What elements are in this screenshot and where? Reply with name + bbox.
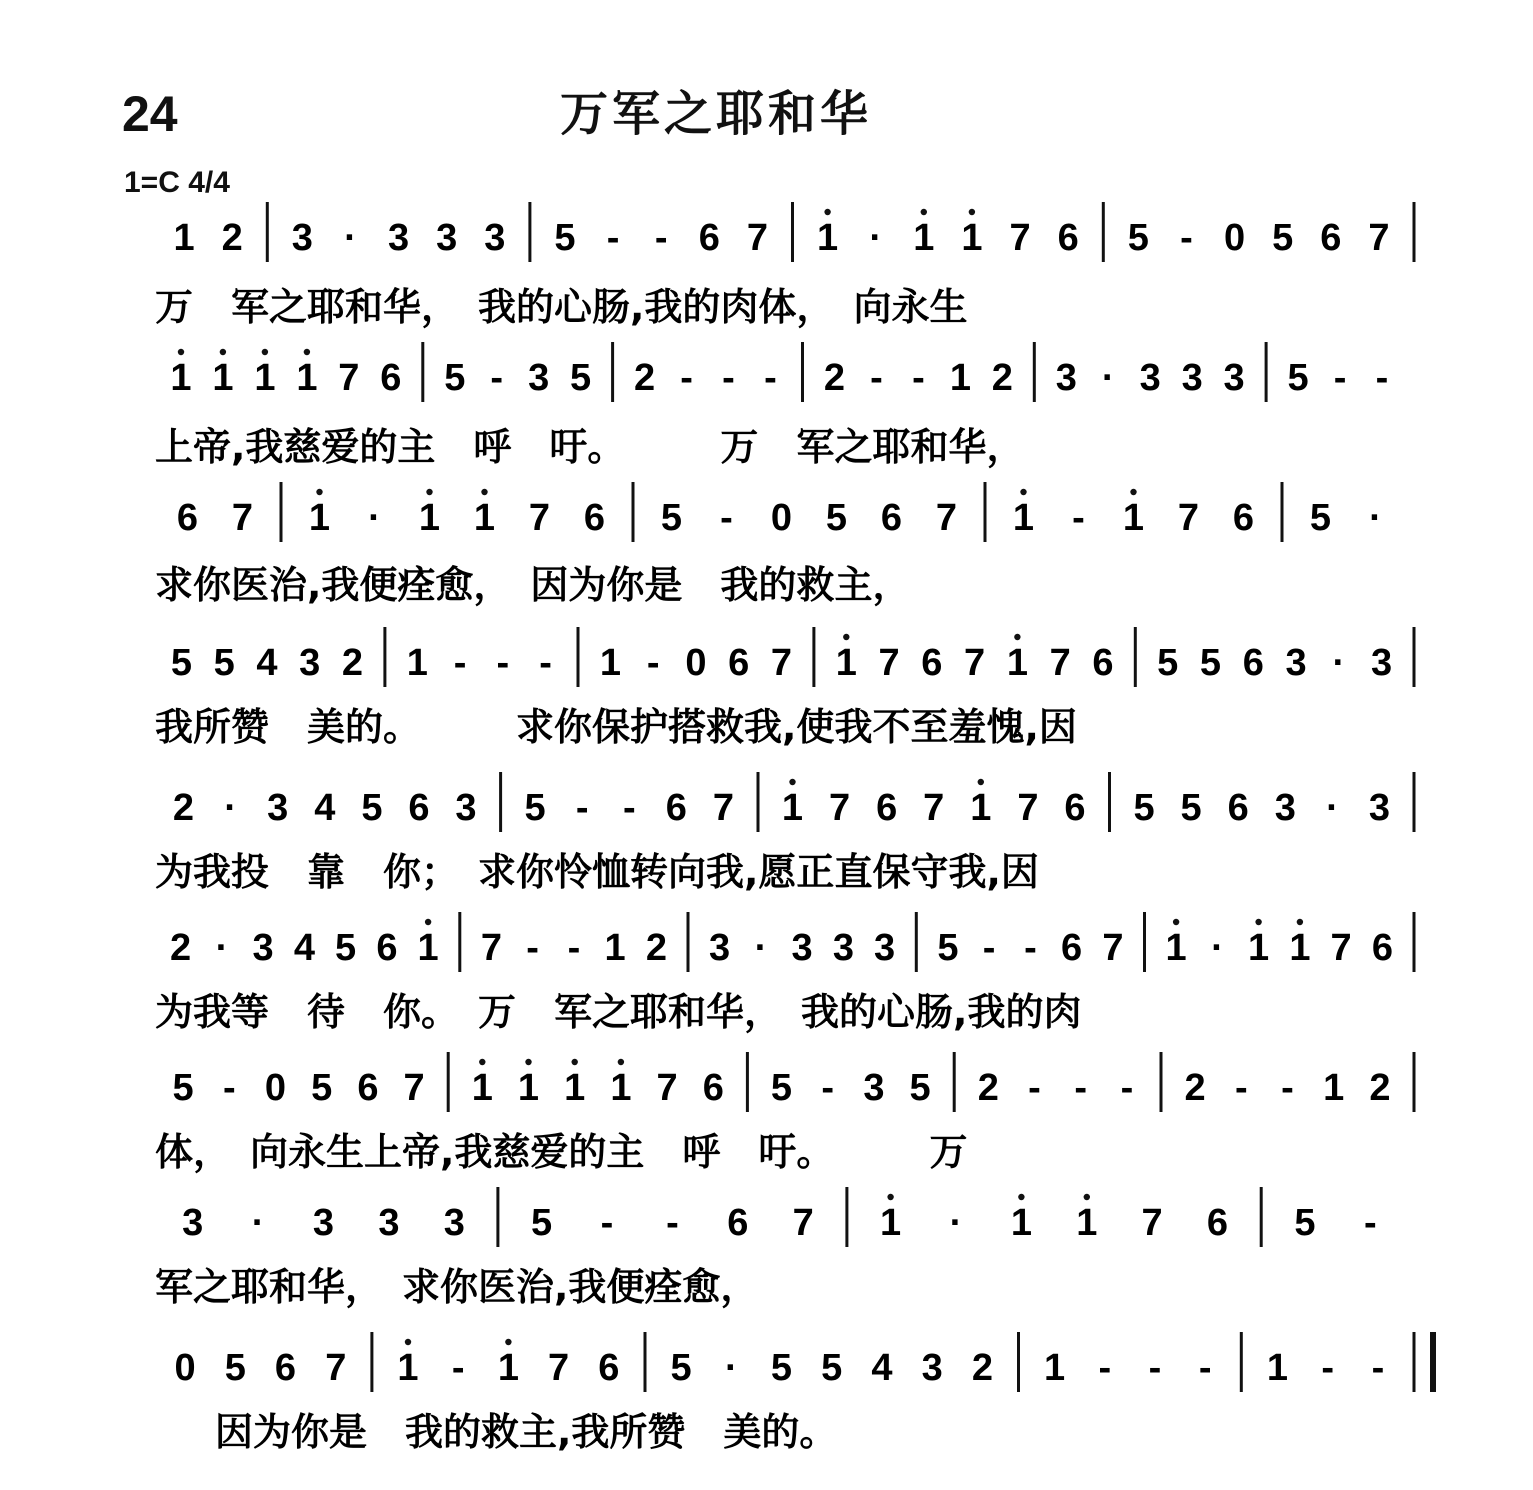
high-octave-dot	[1014, 634, 1020, 640]
jianpu-note: 2	[1184, 1067, 1206, 1109]
lyrics-line: 上帝,我慈爱的主 呼 吁。 万 军之耶和华，	[155, 425, 1025, 469]
jianpu-note: -	[606, 217, 620, 259]
jianpu-note: 3	[312, 1202, 335, 1244]
jianpu-note: 5	[1180, 787, 1202, 829]
high-octave-dot	[220, 349, 226, 355]
jianpu-note: -	[567, 927, 581, 969]
jianpu-note: 5	[1272, 217, 1294, 259]
jianpu-note: 5	[444, 357, 466, 399]
jianpu-note: 1	[173, 217, 195, 259]
high-octave-dot	[1173, 919, 1179, 925]
jianpu-note: 3	[528, 357, 550, 399]
jianpu-note: 1	[1010, 1202, 1032, 1244]
jianpu-note: 6	[702, 1067, 724, 1109]
high-octave-dot	[481, 489, 487, 495]
jianpu-note: 1	[1165, 927, 1187, 969]
jianpu-note: ·	[224, 787, 237, 829]
jianpu-note: 5	[570, 357, 592, 399]
jianpu-note: 7	[792, 1202, 814, 1244]
high-octave-dot	[262, 349, 268, 355]
jianpu-note: 6	[876, 787, 898, 829]
jianpu-note: 7	[935, 497, 958, 539]
jianpu-note: 4	[314, 787, 336, 829]
jianpu-note: ·	[1369, 497, 1382, 539]
jianpu-note: 1	[1289, 927, 1311, 969]
high-octave-dot	[887, 1194, 893, 1200]
jianpu-note: 7	[656, 1067, 678, 1109]
jianpu-note: 1	[471, 1067, 493, 1109]
jianpu-note: 6	[598, 1347, 620, 1389]
jianpu-note: 7	[528, 497, 551, 539]
jianpu-note: 1	[970, 787, 992, 829]
high-octave-dot	[1018, 1194, 1024, 1200]
jianpu-note: 1	[473, 497, 496, 539]
jianpu-note: 3	[436, 217, 458, 259]
jianpu-note: -	[720, 497, 733, 539]
high-octave-dot	[969, 209, 975, 215]
high-octave-dot	[1020, 489, 1026, 495]
jianpu-note: 7	[1017, 787, 1039, 829]
high-octave-dot	[921, 209, 927, 215]
jianpu-note: 3	[1223, 357, 1245, 399]
jianpu-note: 3	[1371, 642, 1393, 684]
jianpu-note: 6	[274, 1347, 297, 1389]
jianpu-note: -	[1120, 1067, 1134, 1109]
jianpu-note: 3	[378, 1202, 400, 1244]
jianpu-note: -	[646, 642, 660, 684]
jianpu-note: 5	[172, 1067, 194, 1109]
jianpu-note: -	[1363, 1202, 1377, 1244]
jianpu-note: -	[1198, 1347, 1212, 1389]
high-octave-dot	[1130, 489, 1136, 495]
jianpu-note: 6	[1064, 787, 1086, 829]
jianpu-note: 5	[770, 1347, 793, 1389]
lyrics-line: 为我等 待 你。 万 军之耶和华， 我的心肠,我的肉	[155, 990, 1082, 1034]
high-octave-dot	[405, 1339, 411, 1345]
jianpu-note: ·	[251, 1202, 265, 1244]
jianpu-note: 3	[1368, 787, 1391, 829]
jianpu-note: 5	[1127, 217, 1149, 259]
jianpu-note: 5	[1157, 642, 1179, 684]
jianpu-note: 6	[376, 927, 398, 969]
jianpu-note: 4	[871, 1347, 893, 1389]
jianpu-note: -	[539, 642, 552, 684]
jianpu-note: ·	[724, 1347, 738, 1389]
jianpu-note: -	[1098, 1347, 1112, 1389]
jianpu-note: 5	[1199, 642, 1222, 684]
high-octave-dot	[479, 1059, 485, 1065]
jianpu-note: 6	[583, 497, 606, 539]
jianpu-note: 1	[1266, 1347, 1289, 1389]
jianpu-note: -	[1333, 357, 1347, 399]
jianpu-note: 3	[921, 1347, 943, 1389]
jianpu-note: 2	[172, 787, 195, 829]
jianpu-note: 6	[1092, 642, 1114, 684]
jianpu-note: ·	[1326, 787, 1339, 829]
jianpu-note: -	[526, 927, 539, 969]
jianpu-note: 7	[403, 1067, 425, 1109]
jianpu-note: 7	[548, 1347, 570, 1389]
jianpu-note: 5	[554, 217, 576, 259]
jianpu-note: 1	[1248, 927, 1270, 969]
jianpu-note: 5	[909, 1067, 931, 1109]
jianpu-note: 1	[308, 497, 331, 539]
jianpu-note: 2	[645, 927, 667, 969]
jianpu-note: 1	[1044, 1347, 1066, 1389]
jianpu-note: -	[1074, 1067, 1088, 1109]
jianpu-note: 7	[770, 642, 793, 684]
jianpu-note: -	[870, 357, 883, 399]
jianpu-note: 3	[291, 217, 313, 259]
jianpu-note: -	[453, 642, 467, 684]
jianpu-note: 1	[212, 357, 234, 399]
jianpu-note: ·	[1101, 357, 1115, 399]
jianpu-note: 6	[1057, 217, 1079, 259]
jianpu-note: 4	[256, 642, 278, 684]
jianpu-note: 3	[299, 642, 321, 684]
jianpu-note: 7	[1177, 497, 1200, 539]
jianpu-note: 1	[418, 497, 441, 539]
jianpu-note: 7	[964, 642, 986, 684]
jianpu-note: 0	[174, 1347, 196, 1389]
jianpu-note: 7	[1009, 217, 1031, 259]
jianpu-note: ·	[869, 217, 883, 259]
high-octave-dot	[843, 634, 849, 640]
jianpu-note: 7	[1049, 642, 1071, 684]
jianpu-note: 6	[1242, 642, 1264, 684]
jianpu-note: 6	[921, 642, 943, 684]
jianpu-note: 3	[182, 1202, 204, 1244]
high-octave-dot	[426, 489, 432, 495]
jianpu-note: -	[666, 1202, 679, 1244]
jianpu-note: 3	[874, 927, 896, 969]
jianpu-note: 3	[709, 927, 731, 969]
jianpu-note: 3	[863, 1067, 885, 1109]
jianpu-note: -	[680, 357, 693, 399]
jianpu-note: 6	[380, 357, 402, 399]
jianpu-note: 6	[1371, 927, 1393, 969]
jianpu-note: 5	[670, 1347, 692, 1389]
jianpu-note: 5	[224, 1347, 246, 1389]
jianpu-note: 5	[1133, 787, 1155, 829]
jianpu-note: 5	[361, 787, 383, 829]
jianpu-note: -	[600, 1202, 614, 1244]
jianpu-note: 6	[1061, 927, 1083, 969]
lyrics-line: 因为你是 我的救主,我所赞 美的。	[215, 1410, 838, 1454]
jianpu-note: 2	[823, 357, 846, 399]
jianpu-note: 1	[1122, 497, 1145, 539]
jianpu-note: 1	[781, 787, 804, 829]
jianpu-note: -	[764, 357, 777, 399]
jianpu-note: 6	[1320, 217, 1342, 259]
lyrics-line: 求你医治,我便痊愈， 因为你是 我的救主，	[155, 563, 911, 607]
jianpu-note: 5	[213, 642, 235, 684]
jianpu-note: 0	[1224, 217, 1246, 259]
hymn-number: 24	[122, 86, 178, 142]
jianpu-note: 1	[1076, 1202, 1098, 1244]
jianpu-note: 6	[698, 217, 720, 259]
jianpu-note: 7	[231, 497, 254, 539]
jianpu-note: 7	[746, 217, 768, 259]
jianpu-note: -	[1180, 217, 1193, 259]
jianpu-note: -	[1028, 1067, 1041, 1109]
jianpu-note: 5	[1287, 357, 1309, 399]
jianpu-note: 2	[341, 642, 364, 684]
jianpu-note: 7	[829, 787, 851, 829]
jianpu-note: 7	[1368, 217, 1390, 259]
lyrics-line: 万 军之耶和华， 我的心肠,我的肉体， 向永生	[155, 285, 968, 329]
jianpu-note: 3	[1274, 787, 1296, 829]
jianpu-note: ·	[215, 927, 229, 969]
hymn-title: 万军之耶和华	[560, 86, 873, 142]
jianpu-note: 5	[1309, 497, 1332, 539]
jianpu-note: 5	[531, 1202, 553, 1244]
jianpu-note: 7	[712, 787, 734, 829]
jianpu-note: -	[1321, 1347, 1335, 1389]
jianpu-note: -	[1375, 357, 1389, 399]
jianpu-note: 1	[913, 217, 935, 259]
jianpu-note: 3	[832, 927, 854, 969]
jianpu-note: 2	[1369, 1067, 1391, 1109]
jianpu-note: 5	[825, 497, 848, 539]
jianpu-note: 3	[1139, 357, 1161, 399]
jianpu-note: -	[1024, 927, 1037, 969]
jianpu-note: 7	[1141, 1202, 1163, 1244]
jianpu-note: 3	[455, 787, 477, 829]
jianpu-note: 0	[770, 497, 793, 539]
high-octave-dot	[316, 489, 322, 495]
jianpu-note: 6	[357, 1067, 379, 1109]
jianpu-note: 2	[971, 1347, 993, 1389]
jianpu-note: -	[1281, 1067, 1294, 1109]
high-octave-dot	[618, 1059, 624, 1065]
high-octave-dot	[525, 1059, 531, 1065]
key-time-signature: 1=C 4/4	[124, 166, 230, 199]
high-octave-dot	[1255, 919, 1261, 925]
jianpu-note: ·	[1211, 927, 1224, 969]
jianpu-note: -	[490, 357, 504, 399]
jianpu-note: 5	[660, 497, 683, 539]
jianpu-note: 5	[335, 927, 357, 969]
jianpu-note: 1	[880, 1202, 902, 1244]
jianpu-note: 3	[252, 927, 274, 969]
jianpu-note: 1	[817, 217, 839, 259]
jianpu-note: 7	[1102, 927, 1124, 969]
jianpu-note: ·	[1332, 642, 1346, 684]
jianpu-note: 5	[524, 787, 546, 829]
jianpu-note: -	[451, 1347, 465, 1389]
jianpu-note: 1	[949, 357, 971, 399]
lyrics-line: 我所赞 美的。 求你保护搭救我,使我不至羞愧,因	[155, 705, 1077, 749]
high-octave-dot	[824, 209, 830, 215]
jianpu-note: 7	[1330, 927, 1352, 969]
high-octave-dot	[304, 349, 310, 355]
jianpu-note: 2	[221, 217, 243, 259]
jianpu-note: 1	[254, 357, 276, 399]
high-octave-dot	[1084, 1194, 1090, 1200]
jianpu-note: 1	[170, 357, 192, 399]
jianpu-note: 6	[1232, 497, 1255, 539]
jianpu-note: 6	[727, 1202, 749, 1244]
jianpu-note: 3	[1181, 357, 1203, 399]
jianpu-note: 1	[406, 642, 428, 684]
jianpu-note: 2	[991, 357, 1013, 399]
high-octave-dot	[572, 1059, 578, 1065]
jianpu-note: 3	[1055, 357, 1077, 399]
jianpu-note: 6	[1206, 1202, 1229, 1244]
jianpu-note: -	[1148, 1347, 1162, 1389]
jianpu-note: 1	[1006, 642, 1028, 684]
jianpu-note: -	[575, 787, 589, 829]
jianpu-note: 6	[880, 497, 903, 539]
jianpu-note: 5	[937, 927, 959, 969]
jianpu-note: 1	[417, 927, 439, 969]
jianpu-note: 1	[610, 1067, 632, 1109]
jianpu-note: 1	[1012, 497, 1035, 539]
jianpu-note: 3	[443, 1202, 465, 1244]
jianpu-note: 3	[1285, 642, 1307, 684]
jianpu-note: -	[222, 1067, 236, 1109]
jianpu-note: 2	[170, 927, 192, 969]
lyrics-line: 军之耶和华， 求你医治,我便痊愈，	[155, 1265, 759, 1309]
jianpu-note: ·	[754, 927, 768, 969]
jianpu-note: 0	[685, 642, 707, 684]
jianpu-note: -	[982, 927, 996, 969]
high-octave-dot	[978, 779, 984, 785]
jianpu-note: 6	[728, 642, 750, 684]
jianpu-note: 6	[665, 787, 687, 829]
jianpu-note: -	[654, 217, 668, 259]
jianpu-note: 3	[484, 217, 506, 259]
jianpu-note: -	[722, 357, 735, 399]
jianpu-note: 1	[497, 1347, 519, 1389]
jianpu-note: 6	[1227, 787, 1249, 829]
jianpu-note: -	[496, 642, 510, 684]
jianpu-note: -	[912, 357, 925, 399]
jianpu-note: 3	[267, 787, 289, 829]
jianpu-note: -	[1234, 1067, 1248, 1109]
jianpu-note: 0	[264, 1067, 287, 1109]
jianpu-note: -	[1072, 497, 1085, 539]
jianpu-note: 4	[293, 927, 315, 969]
high-octave-dot	[178, 349, 184, 355]
jianpu-note: 1	[599, 642, 621, 684]
jianpu-note: -	[1371, 1347, 1385, 1389]
jianpu-note: 7	[480, 927, 502, 969]
jianpu-note: ·	[949, 1202, 963, 1244]
jianpu-note: 7	[325, 1347, 347, 1389]
jianpu-note: 1	[604, 927, 626, 969]
jianpu-note: 1	[835, 642, 857, 684]
jianpu-note: 7	[878, 642, 900, 684]
jianpu-note: -	[622, 787, 636, 829]
jianpu-note: 7	[923, 787, 945, 829]
jianpu-note: 5	[311, 1067, 333, 1109]
jianpu-note: ·	[344, 217, 357, 259]
jianpu-note: ·	[368, 497, 381, 539]
jianpu-note: 1	[1323, 1067, 1345, 1109]
jianpu-note: 5	[170, 642, 192, 684]
lyrics-line: 为我投 靠 你； 求你怜恤转向我,愿正直保守我,因	[155, 850, 1039, 894]
jianpu-note: 6	[176, 497, 199, 539]
jianpu-note: 5	[821, 1347, 843, 1389]
jianpu-note: 3	[388, 217, 410, 259]
jianpu-note: 1	[296, 357, 318, 399]
jianpu-note: 7	[338, 357, 360, 399]
jianpu-note: 3	[791, 927, 813, 969]
jianpu-note: 1	[397, 1347, 419, 1389]
high-octave-dot	[1297, 919, 1303, 925]
jianpu-note: 6	[408, 787, 430, 829]
jianpu-note: 5	[1294, 1202, 1316, 1244]
jianpu-note: 2	[634, 357, 656, 399]
high-octave-dot	[425, 919, 431, 925]
jianpu-note: -	[821, 1067, 835, 1109]
lyrics-line: 体， 向永生上帝,我慈爱的主 呼 吁。 万	[155, 1130, 968, 1174]
jianpu-note: 1	[564, 1067, 586, 1109]
high-octave-dot	[789, 779, 795, 785]
jianpu-note: 2	[977, 1067, 999, 1109]
jianpu-note: 5	[770, 1067, 793, 1109]
jianpu-note: 1	[517, 1067, 540, 1109]
jianpu-note: 1	[961, 217, 983, 259]
high-octave-dot	[505, 1339, 511, 1345]
